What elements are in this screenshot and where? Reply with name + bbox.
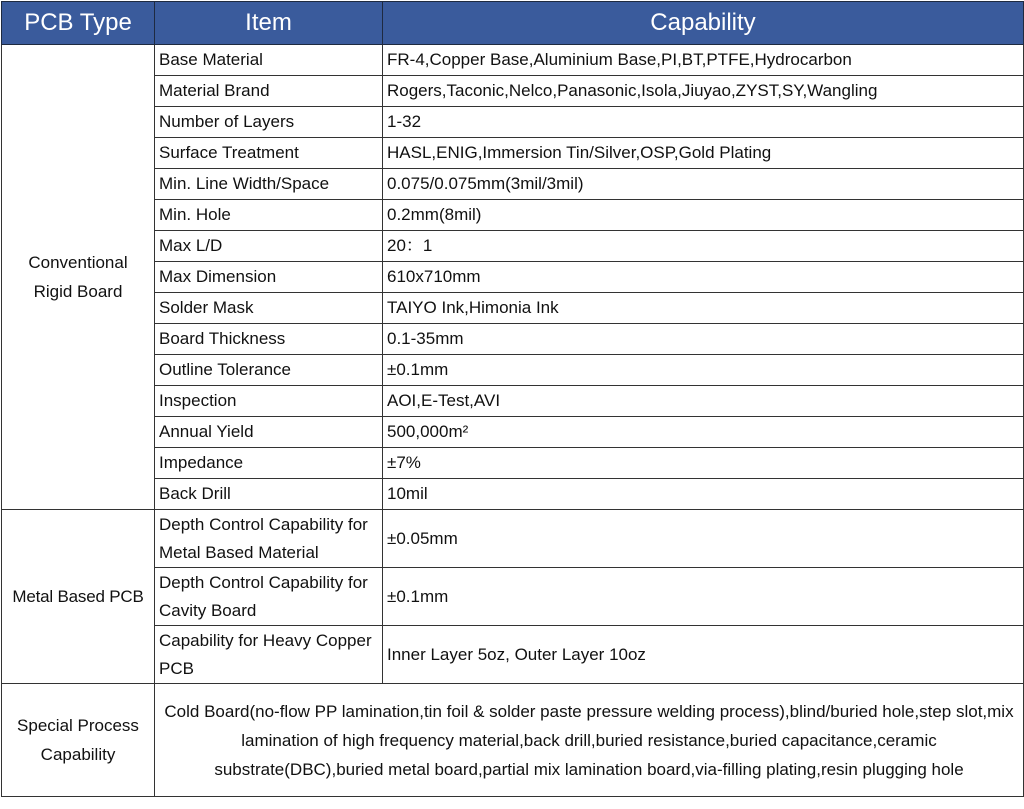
item-cell: Material Brand bbox=[155, 76, 383, 107]
table-row bbox=[2, 386, 1024, 417]
table-row bbox=[2, 231, 1024, 262]
table-row bbox=[2, 293, 1024, 324]
table-row bbox=[2, 568, 1024, 626]
capability-cell: ±7% bbox=[383, 448, 1024, 479]
table-row bbox=[2, 684, 1024, 797]
capability-cell: 610x710mm bbox=[383, 262, 1024, 293]
table-row bbox=[2, 448, 1024, 479]
item-cell: Depth Control Capability for Cavity Board bbox=[155, 568, 383, 626]
item-cell: Annual Yield bbox=[155, 417, 383, 448]
header-row bbox=[2, 2, 1024, 45]
capability-cell: 10mil bbox=[383, 479, 1024, 510]
table-row bbox=[2, 138, 1024, 169]
capability-cell: 500,000m² bbox=[383, 417, 1024, 448]
item-cell: Surface Treatment bbox=[155, 138, 383, 169]
capability-cell: TAIYO Ink,Himonia Ink bbox=[383, 293, 1024, 324]
table-row bbox=[2, 107, 1024, 138]
capability-cell: ±0.1mm bbox=[383, 355, 1024, 386]
capability-cell: ±0.1mm bbox=[383, 568, 1024, 626]
table-row bbox=[2, 417, 1024, 448]
item-cell: Solder Mask bbox=[155, 293, 383, 324]
item-cell: Back Drill bbox=[155, 479, 383, 510]
table-row bbox=[2, 510, 1024, 568]
pcb-type-metal-based: Metal Based PCB bbox=[2, 510, 155, 684]
item-cell: Board Thickness bbox=[155, 324, 383, 355]
pcb-type-special-process: Special Process Capability bbox=[2, 684, 155, 797]
capability-cell: 20：1 bbox=[383, 231, 1024, 262]
table-row bbox=[2, 45, 1024, 76]
header-item: Item bbox=[155, 2, 383, 45]
item-cell: Min. Hole bbox=[155, 200, 383, 231]
header-pcb-type: PCB Type bbox=[2, 2, 155, 45]
item-cell: Number of Layers bbox=[155, 107, 383, 138]
capability-cell: ±0.05mm bbox=[383, 510, 1024, 568]
capability-cell: 0.2mm(8mil) bbox=[383, 200, 1024, 231]
special-process-capability-cell: Cold Board(no-flow PP lamination,tin foil & solder paste pressure welding process),blind/buried hole,step slot,mix lamination of high frequency material,back drill,buried resistance,buried capacitance,ceramic substrate(DBC),buried metal board,partial mix lamination board,via-filling plating,resin plugging hole bbox=[155, 684, 1024, 797]
capability-cell: 0.1-35mm bbox=[383, 324, 1024, 355]
capability-cell: HASL,ENIG,Immersion Tin/Silver,OSP,Gold Plating bbox=[383, 138, 1024, 169]
capability-cell: 1-32 bbox=[383, 107, 1024, 138]
item-cell: Outline Tolerance bbox=[155, 355, 383, 386]
pcb-capability-table bbox=[1, 1, 1024, 797]
capability-cell: FR-4,Copper Base,Aluminium Base,PI,BT,PTFE,Hydrocarbon bbox=[383, 45, 1024, 76]
item-cell: Depth Control Capability for Metal Based Material bbox=[155, 510, 383, 568]
table-row bbox=[2, 479, 1024, 510]
table-row bbox=[2, 262, 1024, 293]
item-cell: Inspection bbox=[155, 386, 383, 417]
header-capability: Capability bbox=[383, 2, 1024, 45]
table-row bbox=[2, 324, 1024, 355]
item-cell: Min. Line Width/Space bbox=[155, 169, 383, 200]
table-row bbox=[2, 626, 1024, 684]
table-row bbox=[2, 76, 1024, 107]
table-row bbox=[2, 200, 1024, 231]
item-cell: Capability for Heavy Copper PCB bbox=[155, 626, 383, 684]
capability-cell: Inner Layer 5oz, Outer Layer 10oz bbox=[383, 626, 1024, 684]
capability-cell: AOI,E-Test,AVI bbox=[383, 386, 1024, 417]
item-cell: Impedance bbox=[155, 448, 383, 479]
pcb-type-conventional: Conventional Rigid Board bbox=[2, 45, 155, 510]
table-row bbox=[2, 169, 1024, 200]
table-row bbox=[2, 355, 1024, 386]
item-cell: Base Material bbox=[155, 45, 383, 76]
item-cell: Max L/D bbox=[155, 231, 383, 262]
item-cell: Max Dimension bbox=[155, 262, 383, 293]
capability-cell: Rogers,Taconic,Nelco,Panasonic,Isola,Jiuyao,ZYST,SY,Wangling bbox=[383, 76, 1024, 107]
capability-cell: 0.075/0.075mm(3mil/3mil) bbox=[383, 169, 1024, 200]
